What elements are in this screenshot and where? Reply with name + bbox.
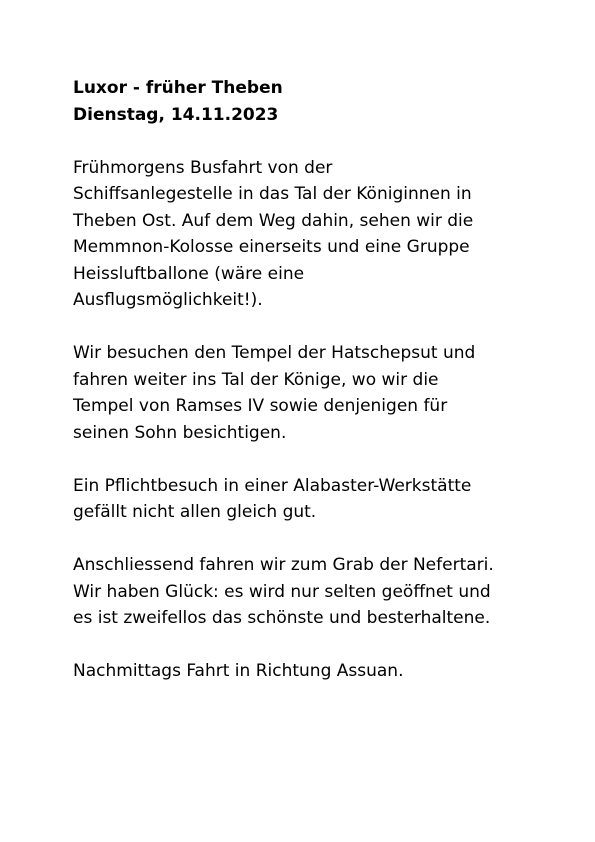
document-date: Dienstag, 14.11.2023 — [73, 104, 279, 125]
document-page — [73, 75, 563, 711]
paragraph-line: Wir haben Glück: es wird nur selten geöffnet und — [73, 581, 491, 602]
paragraph-line: Nachmittags Fahrt in Richtung Assuan. — [73, 661, 404, 681]
paragraph — [73, 658, 563, 685]
paragraph-line: Anschliessend fahren wir zum Grab der Nefertari. — [73, 555, 494, 575]
paragraph — [73, 473, 563, 526]
document-heading — [73, 75, 563, 128]
paragraph-line: Heissluftballone (wäre eine — [73, 263, 305, 284]
paragraph — [73, 155, 563, 314]
paragraph — [73, 340, 563, 446]
paragraph-line: Ein Pflichtbesuch in einer Alabaster-Werkstätte — [73, 475, 472, 496]
paragraph-line: es ist zweifellos das schönste und besterhaltene. — [73, 608, 491, 628]
paragraph-line: Memmnon-Kolosse einerseits und eine Gruppe — [73, 237, 470, 257]
paragraph-line: gefällt nicht allen gleich gut. — [73, 502, 317, 522]
paragraph — [73, 552, 563, 632]
paragraph-line: Schiffsanlegestelle in das Tal der Königinnen in — [73, 184, 472, 204]
paragraph-line: fahren weiter ins Tal der Könige, wo wir die — [73, 369, 439, 390]
document-title: Luxor - früher Theben — [73, 78, 283, 98]
paragraph-line: Tempel von Ramses IV sowie denjenigen für — [73, 396, 448, 416]
paragraph-line: Frühmorgens Busfahrt von der — [73, 157, 333, 178]
paragraph-line: Theben Ost. Auf dem Weg dahin, sehen wir die — [73, 210, 474, 231]
paragraph-line: seinen Sohn besichtigen. — [73, 422, 287, 443]
paragraph-line: Wir besuchen den Tempel der Hatschepsut und — [73, 343, 476, 363]
paragraph-line: Ausflugsmöglichkeit!). — [73, 290, 263, 310]
